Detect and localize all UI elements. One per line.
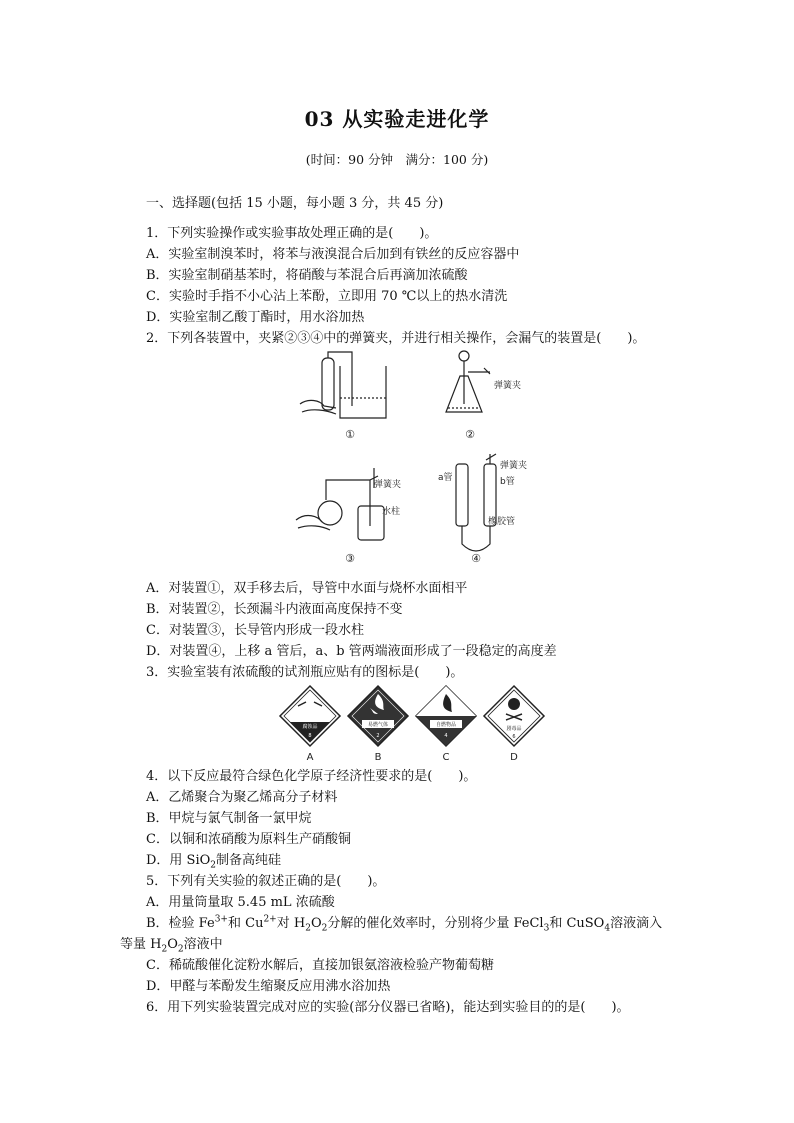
sign-c-number: 4 [444, 733, 448, 739]
spring-clip-4 [486, 454, 496, 464]
spring-clip-2 [468, 368, 490, 374]
sign-corrosive [280, 686, 340, 762]
q4-option-b: B．甲烷与氯气制备一氯甲烷 [146, 811, 312, 826]
q5-option-b: B．检验 $Fe^{3+}$和 $Cu^{2+}$对 $H_2O_2$分解的催化效率时，分别将少量 FeCl$_3$和 CuSO$_4$溶液滴入 [146, 914, 663, 934]
label-spring-clip-2: 弹簧夹 [494, 381, 522, 391]
label-apparatus-3: ③ [345, 552, 355, 565]
skull-icon [508, 698, 520, 710]
label-tube-b: b管 [500, 477, 515, 487]
hands-3 [296, 516, 330, 530]
page-title: 03 从实验走进化学 [304, 107, 490, 131]
q4-stem: 4．以下反应最符合绿色化学原子经济性要求的是( )。 [146, 769, 477, 784]
label-rubber-tube: 橡胶管 [488, 517, 516, 527]
sign-spontaneous-combustion [416, 686, 476, 762]
label-spring-clip-3: 弹簧夹 [374, 480, 402, 490]
q1-option-c: C．实验时手指不小心沾上苯酚，立即用 70 ℃以上的热水清洗 [146, 289, 508, 304]
q5-option-a: A．用量筒量取 5.45 mL 浓硫酸 [146, 895, 335, 910]
q2-stem: 2．下列各装置中，夹紧②③④中的弹簧夹，并进行相关操作，会漏气的装置是( )。 [146, 331, 646, 346]
sign-b-number: 2 [376, 733, 380, 739]
delivery-tube-3 [326, 480, 370, 526]
exam-meta: (时间：90 分钟 满分：100 分) [305, 152, 489, 167]
q3-stem: 3．实验室装有浓硫酸的试剂瓶应贴有的图标是( )。 [146, 665, 464, 680]
q2-option-a: A．对装置①，双手移去后，导管中水面与烧杯水面相平 [146, 581, 468, 596]
hands-1 [300, 400, 336, 414]
label-apparatus-1: ① [345, 428, 355, 441]
q2-option-d: D．对装置④，上移 a 管后，a、b 管两端液面形成了一段稳定的高度差 [146, 644, 557, 659]
sign-b-text: 易燃气体 [367, 722, 389, 728]
sign-a-letter: A [306, 752, 314, 762]
beaker-1 [340, 366, 386, 418]
q4-option-a: A．乙烯聚合为聚乙烯高分子材料 [146, 790, 338, 805]
q2-option-c: C．对装置③，长导管内形成一段水柱 [146, 623, 364, 638]
q1-option-d: D．实验室制乙酸丁酯时，用水浴加热 [146, 310, 365, 325]
label-apparatus-4: ④ [471, 552, 481, 565]
bottle-3 [358, 506, 384, 540]
test-tube-1 [322, 358, 334, 410]
label-water-column: 水柱 [382, 507, 401, 517]
q4-option-c: C．以铜和浓硝酸为原料生产硝酸铜 [146, 832, 351, 847]
tube-a [456, 464, 468, 526]
sign-a-number: 8 [308, 733, 312, 739]
q5-option-b-continued: 等量 $H_2O_2$溶液中 [120, 937, 223, 955]
q6-stem: 6．用下列实验装置完成对应的实验(部分仪器已省略)，能达到实验目的的是( )。 [146, 1000, 630, 1015]
sign-d-text: 剧毒品 [506, 726, 522, 732]
q2-apparatus-figure [290, 348, 550, 570]
q2-option-b: B．对装置②，长颈漏斗内液面高度保持不变 [146, 602, 403, 617]
sign-d-number: 6 [512, 734, 516, 740]
q5-stem: 5．下列有关实验的叙述正确的是( )。 [146, 874, 386, 889]
rubber-tube-4 [462, 526, 490, 551]
label-tube-a: a管 [438, 473, 453, 483]
q1-option-a: A．实验室制溴苯时，将苯与液溴混合后加到有铁丝的反应容器中 [146, 247, 520, 262]
sign-a-text: 腐蚀品 [302, 724, 318, 730]
q5-option-d: D．甲醛与苯酚发生缩聚反应用沸水浴加热 [146, 979, 391, 994]
label-spring-clip-4: 弹簧夹 [500, 461, 528, 471]
sign-flammable-gas [348, 686, 408, 762]
q5-option-c: C．稀硫酸催化淀粉水解后，直接加银氨溶液检验产物葡萄糖 [146, 958, 494, 973]
q3-hazard-signs [276, 682, 552, 762]
sign-c-letter: C [442, 752, 450, 762]
q1-option-b: B．实验室制硝基苯时，将硝酸与苯混合后再滴加浓硫酸 [146, 268, 468, 283]
sign-d-letter: D [510, 752, 518, 762]
funnel-2 [459, 351, 469, 361]
sign-c-text: 自燃物品 [435, 722, 457, 728]
section-heading: 一、选择题(包括 15 小题，每小题 3 分，共 45 分) [146, 196, 444, 211]
sign-b-letter: B [374, 752, 382, 762]
q4-option-d: D．用 SiO$_2$制备高纯硅 [146, 853, 282, 871]
sign-toxic [484, 686, 544, 762]
label-apparatus-2: ② [465, 428, 475, 441]
q1-stem: 1．下列实验操作或实验事故处理正确的是( )。 [146, 226, 438, 241]
